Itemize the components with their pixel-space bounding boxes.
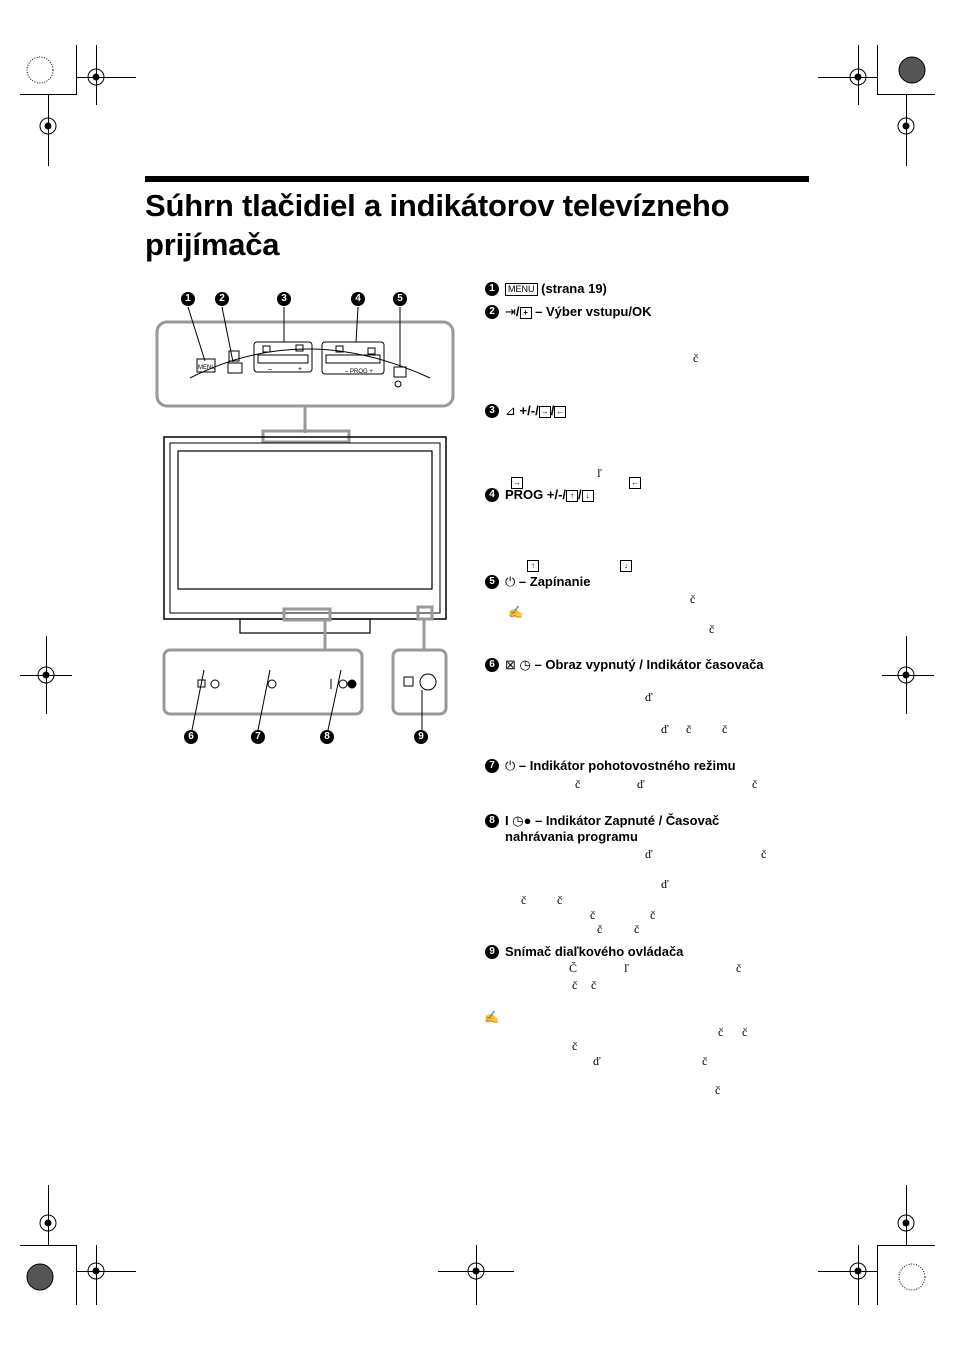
input-left-icon xyxy=(263,346,270,352)
diagram-callout: 6 xyxy=(184,730,198,744)
tv-diagram xyxy=(150,290,460,750)
text-fragment: ď xyxy=(593,1054,601,1068)
vol-plus-label: + xyxy=(298,366,303,373)
prog-label: – PROG + xyxy=(345,369,373,375)
text-fragment: č xyxy=(752,777,758,791)
power-icon: ⏻ xyxy=(505,574,516,589)
menu-key-label: MENU xyxy=(198,365,216,371)
item-2-heading: 2 ⇥/ + – Výber vstupu/OK xyxy=(485,304,785,320)
timer-rec-icon xyxy=(339,680,347,688)
timer-rec-icon: ◷● xyxy=(512,813,532,828)
left-key-icon: ← xyxy=(631,478,639,487)
button-panel-outline xyxy=(157,322,453,406)
diagram-callout: 3 xyxy=(277,292,291,306)
diagram-callout: 8 xyxy=(320,730,334,744)
sensor-logo-icon xyxy=(404,677,413,686)
input-right-icon xyxy=(296,345,303,351)
item-5-heading: 5 ⏻ – Zapínanie xyxy=(485,574,785,590)
registration-target-icon xyxy=(88,1263,104,1279)
down-key-icon: ↓ xyxy=(582,490,594,502)
text-fragment: č xyxy=(686,722,692,736)
color-star-icon xyxy=(27,57,53,83)
registration-target-icon xyxy=(850,69,866,85)
rec-indicator-icon xyxy=(348,680,356,688)
item-3-heading: 3 ⊿ +/-/ → / ← xyxy=(485,403,785,419)
timer-icon xyxy=(211,680,219,688)
registration-target-icon xyxy=(468,1263,484,1279)
power-button xyxy=(394,367,406,377)
standby-icon: ⏻ xyxy=(505,758,516,773)
title-rule xyxy=(145,176,809,182)
ok-button xyxy=(228,363,242,373)
text-fragment: č xyxy=(590,908,596,922)
diagram-callout: 7 xyxy=(251,730,265,744)
text-fragment: č xyxy=(521,893,527,907)
registration-target-icon xyxy=(850,1263,866,1279)
item-1-heading: 1 MENU (strana 19) xyxy=(485,281,785,297)
text-fragment: č xyxy=(693,351,699,365)
registration-target-icon xyxy=(898,1215,914,1231)
text-fragment: č xyxy=(690,592,696,606)
up-key-icon: ↑ xyxy=(527,560,539,572)
down-key-icon: ↓ xyxy=(620,560,632,572)
tv-body xyxy=(164,437,446,619)
tv-screen xyxy=(178,451,432,589)
item-4-heading: 4 PROG +/-/ ↑ / ↓ xyxy=(485,487,785,503)
note-pencil-icon: ✍ xyxy=(508,605,523,619)
prog-down-icon xyxy=(368,348,375,354)
diagram-callout: 1 xyxy=(181,292,195,306)
registration-target-icon xyxy=(898,667,914,683)
picture-off-icon: ⊠ xyxy=(505,657,516,672)
text-fragment: ď xyxy=(661,877,669,891)
text-fragment: č xyxy=(557,893,563,907)
text-fragment: č xyxy=(715,1083,721,1097)
text-fragment: č xyxy=(591,978,597,992)
menu-key-icon: MENU xyxy=(505,283,538,296)
remote-sensor-icon xyxy=(420,674,436,690)
text-fragment: č xyxy=(736,961,742,975)
item-7-heading: 7 ⏻ – Indikátor pohotovostného režimu xyxy=(485,758,785,774)
right-key-icon: → xyxy=(540,407,549,416)
text-fragment: ľ xyxy=(597,466,602,480)
text-fragment: č xyxy=(572,978,578,992)
text-fragment: ď xyxy=(645,690,653,704)
power-icon xyxy=(395,381,401,387)
diagram-callout: 5 xyxy=(393,292,407,306)
text-fragment: č xyxy=(702,1054,708,1068)
text-fragment: č xyxy=(761,847,767,861)
right-key-icon: → xyxy=(513,478,521,487)
registration-target-icon xyxy=(898,118,914,134)
text-fragment: Č xyxy=(569,961,578,975)
color-star-icon xyxy=(899,1264,925,1290)
volume-icon: ⊿ xyxy=(505,403,516,418)
diagram-callout: 2 xyxy=(215,292,229,306)
text-fragment: ď xyxy=(637,777,645,791)
registration-target-icon xyxy=(40,1215,56,1231)
text-fragment: ď xyxy=(645,847,653,861)
item-6-heading: 6 ⊠ ◷ – Obraz vypnutý / Indikátor časovača xyxy=(485,657,785,673)
registration-target-icon xyxy=(88,69,104,85)
text-fragment: č xyxy=(718,1025,724,1039)
text-fragment: č xyxy=(722,722,728,736)
text-fragment: č xyxy=(575,777,581,791)
registration-target-icon xyxy=(40,118,56,134)
vol-minus-label: – xyxy=(268,366,272,373)
item-9-heading: 9 Snímač diaľkového ovládača xyxy=(485,944,785,960)
color-disc-icon xyxy=(899,57,925,83)
color-disc-icon xyxy=(27,1264,53,1290)
text-fragment: č xyxy=(572,1039,578,1053)
text-fragment: ď xyxy=(661,722,669,736)
timer-icon: ◷ xyxy=(519,657,531,672)
text-fragment: č xyxy=(634,922,640,936)
ok-icon: + xyxy=(520,307,532,319)
diagram-callout: 9 xyxy=(414,730,428,744)
text-fragment: č xyxy=(742,1025,748,1039)
registration-target-icon xyxy=(38,667,54,683)
diagram-callout: 4 xyxy=(351,292,365,306)
text-fragment: ľ xyxy=(624,961,629,975)
up-key-icon: ↑ xyxy=(566,490,578,502)
item-8-heading: 8 I ◷● – Indikátor Zapnuté / Časovač nahrávania programu xyxy=(485,813,785,845)
text-fragment: č xyxy=(650,908,656,922)
input-icon: ⇥ xyxy=(505,304,516,319)
page-title: Súhrn tlačidiel a indikátorov televízneho prijímača xyxy=(145,188,730,262)
text-fragment: č xyxy=(597,922,603,936)
left-key-icon: ← xyxy=(556,407,565,416)
standby-icon xyxy=(268,680,276,688)
note-pencil-icon: ✍ xyxy=(484,1010,499,1024)
text-fragment: č xyxy=(709,622,715,636)
